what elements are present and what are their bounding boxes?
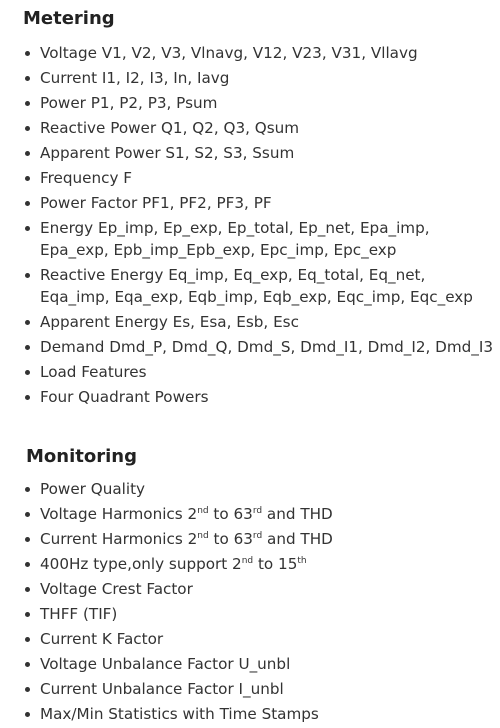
list-item	[24, 478, 496, 500]
list-item-text	[40, 530, 333, 548]
bullet-icon	[25, 512, 30, 517]
monitoring-feature-list	[24, 478, 496, 728]
bullet-icon	[25, 687, 30, 692]
list-item-text: Reactive Power Q1, Q2, Q3, Qsum	[40, 119, 300, 137]
list-item-text: Power P1, P2, P3, Psum	[40, 94, 218, 112]
bullet-icon	[25, 176, 30, 181]
list-item-text: Reactive Energy Eq_imp, Eq_exp, Eq_total, Eq_net, Eqa_imp, Eqa_exp, Eqb_imp, Eqb_exp, Eqc_imp, Eqc_exp	[40, 266, 473, 306]
list-item	[24, 653, 496, 675]
metering-heading: Metering	[23, 8, 115, 29]
bullet-icon	[25, 370, 30, 375]
list-item-text: Power Quality	[40, 480, 146, 498]
bullet-icon	[25, 76, 30, 81]
current-harmonics-middle: to 63	[208, 530, 253, 548]
bullet-icon	[25, 662, 30, 667]
voltage-harmonics-suffix: and THD	[262, 505, 333, 523]
ordinal-suffix: th	[297, 555, 307, 566]
list-item	[24, 386, 496, 408]
bullet-icon	[25, 201, 30, 206]
list-item-text	[40, 555, 307, 573]
list-item-text: Apparent Power S1, S2, S3, Ssum	[40, 144, 295, 162]
bullet-icon	[25, 612, 30, 617]
bullet-icon	[25, 101, 30, 106]
list-item-text: Max/Min Statistics with Time Stamps	[40, 705, 319, 723]
list-item	[24, 678, 496, 700]
ordinal-suffix: nd	[197, 505, 209, 516]
bullet-icon	[25, 537, 30, 542]
list-item	[24, 217, 496, 261]
list-item	[24, 167, 496, 189]
monitoring-heading: Monitoring	[26, 446, 137, 467]
list-item	[24, 578, 496, 600]
bullet-icon	[25, 637, 30, 642]
list-item	[24, 142, 496, 164]
bullet-icon	[25, 126, 30, 131]
type-400hz-middle: to 15	[253, 555, 298, 573]
bullet-icon	[25, 151, 30, 156]
list-item-text: THFF (TIF)	[40, 605, 118, 623]
list-item-text: Voltage Unbalance Factor U_unbl	[40, 655, 291, 673]
bullet-icon	[25, 226, 30, 231]
bullet-icon	[25, 712, 30, 717]
list-item	[24, 336, 496, 358]
list-item-text	[40, 505, 333, 523]
list-item-text: Apparent Energy Es, Esa, Esb, Esc	[40, 313, 299, 331]
list-item	[24, 703, 496, 725]
bullet-icon	[25, 345, 30, 350]
list-item-text: Current Unbalance Factor I_unbl	[40, 680, 284, 698]
list-item	[24, 67, 496, 89]
ordinal-suffix: nd	[197, 530, 209, 541]
bullet-icon	[25, 487, 30, 492]
list-item	[24, 603, 496, 625]
list-item-text: Power Factor PF1, PF2, PF3, PF	[40, 194, 272, 212]
list-item	[24, 628, 496, 650]
list-item-text: Load Features	[40, 363, 147, 381]
current-harmonics-prefix: Current Harmonics 2	[40, 530, 198, 548]
list-item	[24, 192, 496, 214]
bullet-icon	[25, 395, 30, 400]
list-item	[24, 361, 496, 383]
list-item-text: Voltage Crest Factor	[40, 580, 193, 598]
list-item-text: Demand Dmd_P, Dmd_Q, Dmd_S, Dmd_I1, Dmd_I2, Dmd_I3	[40, 338, 494, 356]
type-400hz-prefix: 400Hz type,only support 2	[40, 555, 242, 573]
list-item	[24, 92, 496, 114]
bullet-icon	[25, 320, 30, 325]
list-item-text: Four Quadrant Powers	[40, 388, 209, 406]
list-item	[24, 117, 496, 139]
bullet-icon	[25, 587, 30, 592]
list-item-text: Energy Ep_imp, Ep_exp, Ep_total, Ep_net, Epa_imp, Epa_exp, Epb_imp_Epb_exp, Epc_imp, Epc_exp	[40, 219, 430, 259]
bullet-icon	[25, 273, 30, 278]
list-item	[24, 42, 496, 64]
bullet-icon	[25, 51, 30, 56]
bullet-icon	[25, 562, 30, 567]
ordinal-suffix: nd	[241, 555, 254, 566]
list-item	[24, 311, 496, 333]
list-item-text: Voltage V1, V2, V3, Vlnavg, V12, V23, V31, Vllavg	[40, 44, 418, 62]
list-item	[24, 553, 496, 575]
list-item	[24, 528, 496, 550]
list-item-text: Frequency F	[40, 169, 133, 187]
metering-feature-list	[24, 42, 496, 411]
current-harmonics-suffix: and THD	[262, 530, 333, 548]
list-item-text: Current I1, I2, I3, In, Iavg	[40, 69, 230, 87]
voltage-harmonics-middle: to 63	[208, 505, 253, 523]
list-item-text: Current K Factor	[40, 630, 164, 648]
list-item	[24, 264, 496, 308]
list-item	[24, 503, 496, 525]
ordinal-suffix: rd	[252, 530, 263, 541]
ordinal-suffix: rd	[252, 505, 263, 516]
voltage-harmonics-prefix: Voltage Harmonics 2	[40, 505, 198, 523]
